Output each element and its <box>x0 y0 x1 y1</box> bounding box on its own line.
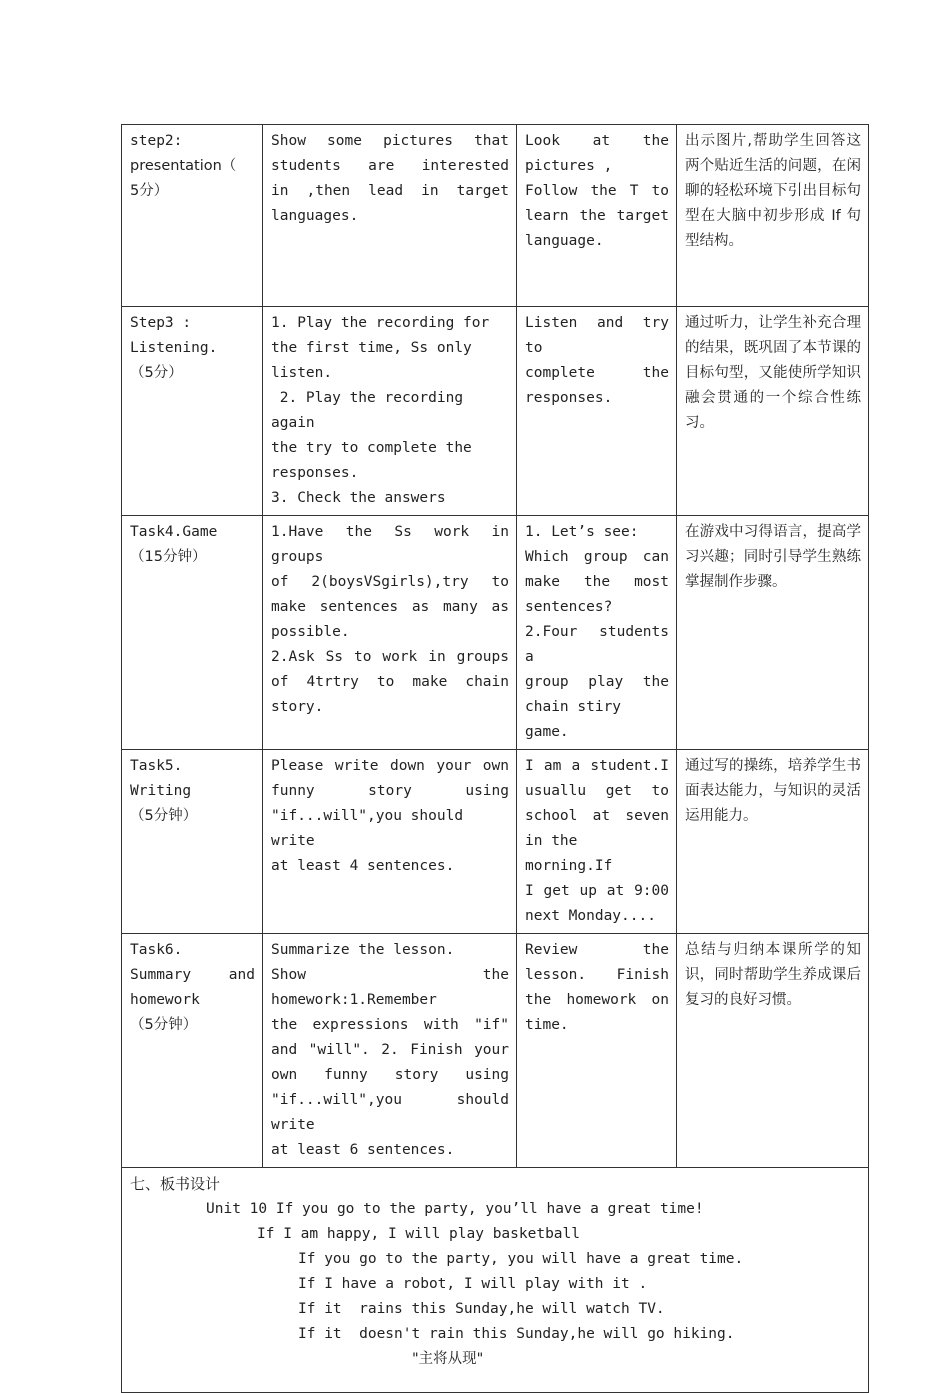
teacher-activity-cell <box>263 125 517 307</box>
stage-line: （5分钟） <box>130 1017 198 1033</box>
student-line: time. <box>525 1017 569 1033</box>
teacher-line: listen. <box>271 365 333 381</box>
student-line: 2.Four students a <box>525 624 669 665</box>
stage-cell <box>122 125 263 307</box>
board-design-row <box>122 1168 869 1393</box>
teacher-line: make sentences as many as <box>271 599 509 615</box>
teacher-line: at least 6 sentences. <box>271 1142 455 1158</box>
teacher-line: 1. Play the recording for <box>271 315 490 331</box>
purpose-cell: 总结与归纳本课所学的知识，同时帮助学生养成课后复习的良好习惯。 <box>677 934 869 1168</box>
student-activity-cell <box>517 307 677 516</box>
teacher-line: at least 4 sentences. <box>271 858 455 874</box>
teacher-line: funny story using <box>271 783 509 799</box>
board-line: If it rains this Sunday,he will watch TV. <box>298 1301 665 1317</box>
teacher-line: Show the homework:1.Remember <box>271 967 509 1008</box>
table-row <box>122 125 869 307</box>
teacher-line: of 4trtry to make chain <box>271 674 509 690</box>
student-line: learn the target <box>525 208 669 224</box>
stage-line: Step3 : <box>130 315 192 331</box>
student-activity-cell <box>517 750 677 934</box>
stage-line: （15分钟） <box>130 549 207 565</box>
stage-cell <box>122 516 263 750</box>
student-line: pictures , <box>525 158 613 174</box>
table-row <box>122 307 869 516</box>
student-line: usuallu get to <box>525 783 669 799</box>
student-line: responses. <box>525 390 613 406</box>
board-line-unit-title: Unit 10 If you go to the party, you’ll have a great time! <box>206 1201 704 1217</box>
student-line: in the morning.If <box>525 833 613 874</box>
teacher-line: and "will". 2. Finish your <box>271 1042 509 1058</box>
stage-cell <box>122 934 263 1168</box>
student-line: school at seven <box>525 808 669 824</box>
teacher-activity-cell <box>263 516 517 750</box>
stage-line: 5分） <box>130 183 169 199</box>
stage-line: （5分钟） <box>130 808 198 824</box>
teacher-activity-cell <box>263 307 517 516</box>
lesson-plan-table <box>121 124 869 1393</box>
teacher-line: "if...will",you should write <box>271 808 472 849</box>
stage-cell <box>122 750 263 934</box>
teacher-line: 2.Ask Ss to work in groups <box>271 649 509 665</box>
teacher-line: Summarize the lesson. <box>271 942 455 958</box>
stage-line: step2: <box>130 133 183 149</box>
teacher-line: responses. <box>271 465 359 481</box>
student-line: language. <box>525 233 604 249</box>
purpose-cell: 出示图片,帮助学生回答这两个贴近生活的问题，在闲聊的轻松环境下引出目标句型在大脑中初步形成 If 句型结构。 <box>677 125 869 307</box>
board-design-cell <box>122 1168 869 1393</box>
teacher-line: students are interested <box>271 158 509 174</box>
purpose-cell: 在游戏中习得语言，提高学习兴趣；同时引导学生熟练掌握制作步骤。 <box>677 516 869 750</box>
student-line: group play the <box>525 674 669 690</box>
student-line: lesson. Finish <box>525 967 669 983</box>
lesson-plan-body <box>122 125 869 1393</box>
teacher-line: 1.Have the Ss work in groups <box>271 524 509 565</box>
stage-line: （5分） <box>130 365 183 381</box>
student-line: I get up at 9:00 <box>525 883 669 899</box>
teacher-line: the expressions with "if" <box>271 1017 509 1033</box>
teacher-line: Show some pictures that <box>271 133 509 149</box>
teacher-line: Please write down your own <box>271 758 509 774</box>
teacher-line: the first time, Ss only <box>271 340 472 356</box>
stage-line: Task6. <box>130 942 183 958</box>
student-line: 1. Let’s see: <box>525 524 639 540</box>
student-activity-cell <box>517 934 677 1168</box>
stage-line: Task5. <box>130 758 183 774</box>
teacher-line: own funny story using <box>271 1067 509 1083</box>
stage-line: Writing <box>130 783 192 799</box>
purpose-cell: 通过听力，让学生补充合理的结果，既巩固了本节课的目标句型，又能使所学知识融会贯通的一个综合性练习。 <box>677 307 869 516</box>
student-line: make the most <box>525 574 669 590</box>
stage-line: presentation（ <box>130 158 237 174</box>
table-row <box>122 750 869 934</box>
stage-line: homework <box>130 992 200 1008</box>
stage-line: Listening. <box>130 340 218 356</box>
teacher-line: in ,then lead in target <box>271 183 509 199</box>
student-line: chain stiry game. <box>525 699 630 740</box>
student-line: Listen and try to <box>525 315 669 356</box>
teacher-line: "if...will",you should write <box>271 1092 509 1133</box>
teacher-activity-cell <box>263 750 517 934</box>
student-line: I am a student.I <box>525 758 669 774</box>
board-line-rule: "主将从现" <box>412 1351 484 1367</box>
student-line: Which group can <box>525 549 669 565</box>
student-line: Review the <box>525 942 669 958</box>
board-line: If it doesn't rain this Sunday,he will go hiking. <box>298 1326 735 1342</box>
teacher-line: story. <box>271 699 324 715</box>
teacher-line: languages. <box>271 208 359 224</box>
student-activity-cell <box>517 516 677 750</box>
board-line: If you go to the party, you will have a great time. <box>298 1251 744 1267</box>
board-design-title: 七、板书设计 <box>130 1175 221 1193</box>
purpose-cell: 通过写的操练，培养学生书面表达能力，与知识的灵活运用能力。 <box>677 750 869 934</box>
student-activity-cell <box>517 125 677 307</box>
stage-cell <box>122 307 263 516</box>
student-line: complete the <box>525 365 669 381</box>
student-line: Look at the <box>525 133 669 149</box>
teacher-line: 2. Play the recording again <box>271 390 472 431</box>
board-line: If I have a robot, I will play with it . <box>298 1276 648 1292</box>
teacher-activity-cell <box>263 934 517 1168</box>
student-line: Follow the T to <box>525 183 669 199</box>
student-line: sentences? <box>525 599 613 615</box>
teacher-line: possible. <box>271 624 350 640</box>
student-line: the homework on <box>525 992 669 1008</box>
teacher-line: of 2(boysVSgirls),try to <box>271 574 509 590</box>
board-line: If I am happy, I will play basketball <box>257 1226 581 1242</box>
stage-line: Summary and <box>130 967 255 983</box>
table-row <box>122 934 869 1168</box>
stage-line: Task4.Game <box>130 524 218 540</box>
table-row <box>122 516 869 750</box>
student-line: next Monday.... <box>525 908 656 924</box>
teacher-line: 3. Check the answers <box>271 490 446 506</box>
teacher-line: the try to complete the <box>271 440 472 456</box>
